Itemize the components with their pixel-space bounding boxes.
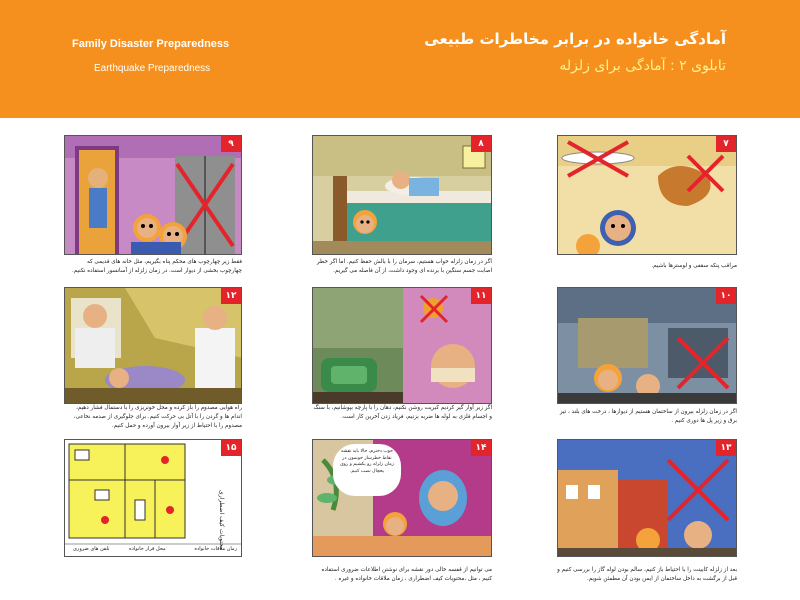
panel-14-illustration <box>312 439 492 557</box>
panel-7-illustration <box>557 135 737 255</box>
english-subtitle: Earthquake Preparedness <box>94 63 211 74</box>
persian-subtitle: تابلوی ۲ : آمادگی برای زلزله <box>559 58 726 74</box>
panel-9-drawing <box>65 136 242 255</box>
header-banner <box>0 0 800 118</box>
panel-13-caption: بعد از زلزله کابینت را با احتیاط باز کنیم، سالم بودن لوله گاز را بررسی کنیم و قبل از برگشت به داخل ساختمان از ایمن بودن آن مطمئن شویم. <box>557 567 737 582</box>
persian-title: آمادگی خانواده در برابر مخاطرات طبیعی <box>424 30 726 48</box>
map-phones: تلفن های ضروری <box>73 546 110 552</box>
panel-9-caption: فقط زیر چهارچوب های محکم پناه بگیریم، مثل خانه های قدیمی که چهارچوب بخشی از دیوار است. در زمان زلزله از آسانسور استفاده نکنیم. <box>71 259 242 274</box>
panel-11-drawing <box>313 288 492 404</box>
panel-8-drawing <box>313 136 492 255</box>
panel-7-drawing <box>558 136 737 255</box>
panel-13-number: ۱۳ <box>716 440 736 456</box>
panel-12-caption: راه هوایی مصدوم را باز کرده و محل خونریزی را با دستمال فشار دهیم، اندام ها و گردن را با آتل بی حرکت کنیم. برای جلوگیری از صدمه نخاعی، مصدوم را با احتیاط از زیر آوار بیرون آورده و حمل کنیم. <box>73 405 242 429</box>
panel-9-number: ۹ <box>221 136 241 152</box>
panel-10-illustration <box>557 287 737 404</box>
english-title: Family Disaster Preparedness <box>72 38 230 50</box>
panel-11-caption: اگر زیر آوار گیر کردیم کبریت روشن نکنیم، دهان را با پارچه بپوشانیم، با سنگ و اجسام فلزی به لوله ها ضربه بزنیم، فریاد زدن آخرین کار است. <box>313 405 492 420</box>
panel-7-caption: مراقب پنکه سقفی و لوسترها باشیم. <box>651 263 737 269</box>
panel-8-caption: اگر در زمان زلزله خواب هستیم، سرمان را با بالش حفظ کنیم. اما اگر خطر اصابت جسم سنگین با برنده ای وجود داشت، از آن فاصله می گیریم. <box>316 259 492 274</box>
map-exit: محل قرار خانواده <box>129 546 166 552</box>
panel-15-illustration <box>64 439 242 557</box>
speech-bubble: خوب دخترم، حالا باید نقشه نقاط خطرساز خونمون در زمان زلزله رو بکشیم و روی یخچال نصب کنیم. <box>333 444 401 496</box>
panel-11-number: ۱۱ <box>471 288 491 304</box>
panel-10-drawing <box>558 288 737 404</box>
panel-12-illustration <box>64 287 242 404</box>
map-title: محتویات کیف اضطراری <box>218 489 225 550</box>
panel-7-number: ۷ <box>716 136 736 152</box>
panel-8-number: ۸ <box>471 136 491 152</box>
panel-15-number: ۱۵ <box>221 440 241 456</box>
panel-10-caption: اگر در زمان زلزله بیرون از ساختمان هستیم از دیوارها ، درخت های بلند ، تیر برق و زیر پل ها دوری کنیم . <box>559 409 737 424</box>
panel-12-number: ۱۲ <box>221 288 241 304</box>
panel-14-number: ۱۴ <box>471 440 491 456</box>
panel-9-illustration <box>64 135 242 255</box>
panel-10-number: ۱۰ <box>716 288 736 304</box>
panel-8-illustration <box>312 135 492 255</box>
panel-13-illustration <box>557 439 737 557</box>
panel-12-drawing <box>65 288 242 404</box>
panel-13-drawing <box>558 440 737 557</box>
panel-11-illustration <box>312 287 492 404</box>
map-meeting: زمان ملاقات خانواده <box>194 546 237 552</box>
panel-14-caption: می توانیم از قفسه خالی دور نقشه برای نوشتن اطلاعات ضروری استفاده کنیم ، مثل ،محتویات کیف اضطراری ، زمان ملاقات خانواده و غیره . <box>321 567 492 582</box>
